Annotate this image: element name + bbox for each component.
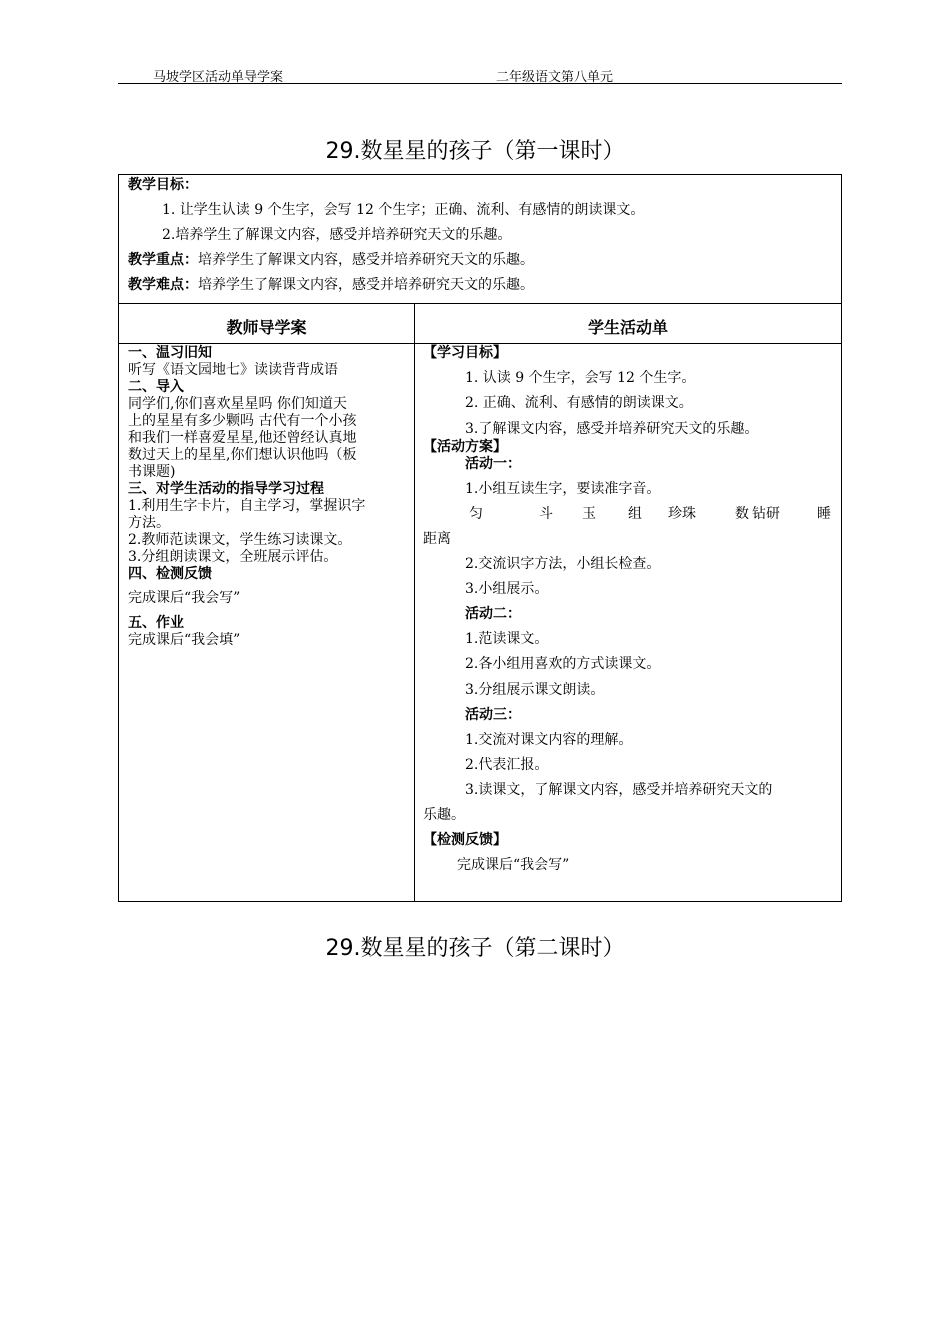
section-homework-text: 完成课后“我会填” bbox=[128, 632, 241, 648]
check-feedback-heading: 【检测反馈】 bbox=[423, 832, 507, 848]
goals-label: 教学目标： bbox=[128, 177, 198, 193]
activity-3-step-3-cont: 乐趣。 bbox=[423, 807, 465, 823]
activity-2-step-1: 1.范读课文。 bbox=[465, 631, 549, 647]
activity-3-step-1: 1.交流对课文内容的理解。 bbox=[465, 732, 633, 748]
section-feedback-heading: 四、检测反馈 bbox=[128, 566, 212, 582]
teacher-column-title: 教师导学案 bbox=[226, 318, 307, 337]
check-feedback-text: 完成课后“我会写” bbox=[457, 857, 570, 873]
learning-goals-heading: 【学习目标】 bbox=[423, 345, 507, 361]
intro-line: 上的星星有多少颗吗 古代有一个小孩 bbox=[128, 413, 357, 429]
activity-3-step-3: 3.读课文，了解课文内容，感受并培养研究天文的 bbox=[465, 782, 773, 798]
student-column-title: 学生活动单 bbox=[587, 318, 668, 337]
activity-3-heading: 活动三： bbox=[465, 707, 521, 723]
intro-line: 书课题) bbox=[128, 464, 176, 480]
header-unit: 二年级语文第八单元 bbox=[496, 70, 614, 85]
student-column-header bbox=[414, 303, 842, 344]
key-point bbox=[128, 252, 534, 269]
guidance-line: 方法。 bbox=[128, 515, 170, 531]
difficulty-point bbox=[128, 277, 534, 294]
section-feedback-text: 完成课后“我会写” bbox=[128, 590, 241, 606]
learning-goal-1: 1. 认读 9 个生字，会写 12 个生字。 bbox=[465, 370, 696, 386]
activity-2-step-2: 2.各小组用喜欢的方式读课文。 bbox=[465, 656, 661, 672]
learning-goal-2: 2. 正确、流利、有感情的朗读课文。 bbox=[465, 395, 693, 411]
vocab-word: 斗 bbox=[539, 506, 553, 522]
activity-1-step-1: 1.小组互读生字，要读准字音。 bbox=[465, 481, 661, 497]
section-review-heading: 一、温习旧知 bbox=[128, 345, 212, 361]
activity-1-step-2: 2.交流识字方法，小组长检查。 bbox=[465, 556, 661, 572]
vocab-word: 组 bbox=[628, 506, 642, 522]
learning-goal-3: 3.了解课文内容，感受并培养研究天文的乐趣。 bbox=[465, 421, 759, 437]
activity-1-step-3: 3.小组展示。 bbox=[465, 581, 549, 597]
vocab-word: 数 bbox=[735, 506, 749, 522]
guidance-line: 2.教师范读课文，学生练习读课文。 bbox=[128, 532, 352, 548]
lesson-title-2: 29.数星星的孩子（第二课时） bbox=[325, 936, 625, 961]
activity-2-heading: 活动二： bbox=[465, 606, 521, 622]
teaching-goals-box bbox=[118, 174, 842, 304]
guidance-line: 1.利用生字卡片，自主学习，掌握识字 bbox=[128, 498, 366, 514]
key-point-label: 教学重点： bbox=[128, 252, 198, 268]
vocab-word: 距离 bbox=[423, 531, 451, 547]
section-intro-heading: 二、导入 bbox=[128, 379, 184, 395]
teacher-column-header bbox=[118, 303, 415, 344]
activity-plan-heading: 【活动方案】 bbox=[423, 439, 507, 455]
section-review-text: 听写《语文园地七》读读背背成语 bbox=[128, 362, 338, 378]
section-guidance-heading: 三、对学生活动的指导学习过程 bbox=[128, 481, 324, 497]
vocab-word: 匀 bbox=[469, 506, 483, 522]
key-point-text: 培养学生了解课文内容，感受并培养研究天文的乐趣。 bbox=[198, 252, 534, 268]
intro-line: 数过天上的星星,你们想认识他吗（板 bbox=[128, 447, 357, 463]
intro-line: 同学们,你们喜欢星星吗 你们知道天 bbox=[128, 396, 347, 412]
goal-item-2: 2.培养学生了解课文内容，感受并培养研究天文的乐趣。 bbox=[162, 227, 512, 243]
activity-2-step-3: 3.分组展示课文朗读。 bbox=[465, 682, 605, 698]
goal-item-1: 1. 让学生认读 9 个生字，会写 12 个生字；正确、流利、有感情的朗读课文。 bbox=[162, 202, 645, 218]
guidance-line: 3.分组朗读课文，全班展示评估。 bbox=[128, 549, 338, 565]
intro-line: 和我们一样喜爱星星,他还曾经认真地 bbox=[128, 430, 357, 446]
vocab-word: 珍珠 bbox=[668, 506, 696, 522]
header-rule bbox=[118, 83, 842, 84]
activity-3-step-2: 2.代表汇报。 bbox=[465, 757, 549, 773]
difficulty-label: 教学难点： bbox=[128, 277, 198, 293]
header-school: 马坡学区活动单导学案 bbox=[153, 70, 284, 85]
vocab-word: 玉 bbox=[582, 506, 596, 522]
vocab-word: 睡 bbox=[817, 506, 831, 522]
student-activity-body bbox=[414, 343, 842, 902]
lesson-title-1: 29.数星星的孩子（第一课时） bbox=[325, 139, 625, 164]
activity-1-heading: 活动一： bbox=[465, 456, 521, 472]
section-homework-heading: 五、作业 bbox=[128, 615, 184, 631]
difficulty-text: 培养学生了解课文内容，感受并培养研究天文的乐趣。 bbox=[198, 277, 534, 293]
teacher-guide-body bbox=[118, 343, 415, 902]
vocab-word: 钻研 bbox=[752, 506, 780, 522]
